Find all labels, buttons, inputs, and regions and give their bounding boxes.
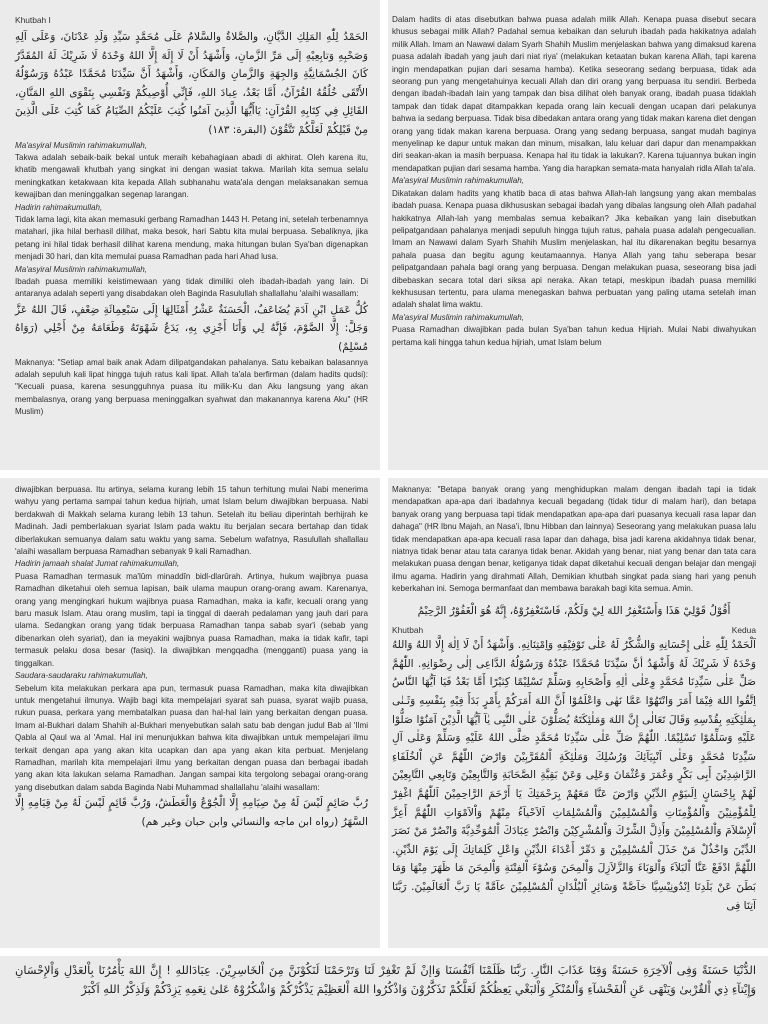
paragraph: Takwa adalah sebaik-baik bekal untuk meraih kebahagiaan abadi di akhirat. Oleh karena itu, khatib mengawali khutbah yang singkat ini dengan wasiat takwa. Marilah kita semua selalu meningkatkan ketakwaan kita kepada Allah subhanahu wata'ala dengan melaksanakan semua kewajiban dan meninggalkan segenap larangan.: [15, 152, 368, 200]
address-line: Ma'asyiral Muslimin rahimakumullah,: [392, 312, 524, 322]
second-khutbah-arabic-text: اَلْحَمْدُ لِلّٰهِ عَلٰى إِحْسَانِهِ وَالشُّكْرُ لَهُ عَلٰى تَوْفِيْقِهِ وَاِمْتِنَانِهِ. وَأَشْهَدُ أَنْ لَا اِلٰهَ إِلَّا اللهُ وَاللهُ وَحْدَهُ لَا شَرِيْكَ لَهُ وَأَشْهَدُ أنَّ سَيِّدَنَا مُحَمَّدًا عَبْدُهُ وَرَسُوْلُهُ الدَّاعِى إلٰى رِضْوَانِهِ. اللّٰهُمَّ صَلِّ عَلٰى سَيِّدِنَا مُحَمَّدٍ وِعَلٰى اٰلِهِ وَأَصْحَابِهِ وَسَلِّمْ تَسْلِيْمًا كِثيْرًا أَمَّا بَعْدُ فَيَا اَيُّهَا النَّاسُ اِتَّقُوا اللهَ فِيْمَا أَمَرَ وَانْتَهُوْا عَمَّا نَهٰى وَاعْلَمُوْا أَنَّ اللهَ أَمَرَكُمْ بِأَمْرٍ بَدَأَ فِيْهِ بِنَفْسِهِ وَثَـنٰى بِمَلٰئِكَتِهِ بِقُدْسِهِ وَقَالَ تَعَالٰى إِنَّ اللهَ وَمَلٰئِكَتَهُ يُصَلُّوْنَ عَلٰى النَّبِى يٰآ اَيُّهَا الَّذِيْنَ آمَنُوْا صَلُّوْا عَلَيْهِ وَسَلِّمُوْا تَسْلِيْمًا. اللّٰهُمَّ صَلِّ عَلٰى سَيِّدِنَا مُحَمَّدٍ صَلَّى اللهُ عَلَيْهِ وَسَلِّمْ وَعَلٰى آلِ سَيِّدِنَا مُحَمَّدٍ وَعَلٰى اَنْبِيَآئِكَ وَرُسُلِكَ وَمَلٰئِكَةِ اْلمُقَرَّبِيْنَ وَارْضَ اللّٰهُمَّ عَنِ اْلخُلَفَاءِ الرَّاشِدِيْنَ أَبِى بَكْرٍ وَعُمَرَ وَعُثْمَانَ وَعَلِى وَعَنْ بَقِيَّةِ الصَّحَابَةِ وَالتَّابِعِيْنَ وَتَابِعِي التَّابِعِيْنَ لَهُمْ بِاِحْسَانٍ اِلَىيَوْمِ الدِّيْنِ وَارْضَ عَنَّا مَعَهُمْ بِرَحْمَتِكَ يَا أَرْحَمَ الرَّاحِمِيْنَ اَللّٰهُمَّ اغْفِرْ لِلْمُؤْمِنِيْنَ وَاْلمُؤْمِنَاتِ وَاْلمُسْلِمِيْنَ وَاْلمُسْلِمَاتِ اَلاَحْيآءُ مِنْهُمْ وَاْلاَمْوَاتِ اللّٰهُمَّ أَعِزَّ اْلإِسْلاَمَ وَاْلمُسْلِمِيْنَ وَأَذِلَّ الشِّرْكَ وَاْلمُشْرِكِيْنَ وَانْصُرْ عِبَادَكَ اْلمُوَحِّدِيَّةَ وَانْصُرْ مَنْ نَصَرَ الدِّيْنَ وَاخْذُلْ مَنْ خَذَلَ اْلمُسْلِمِيْنَ وَ دَمِّرْ أَعْدَاءَ الدِّيْنِ وَاعْلِ كَلِمَاتِكَ إِلَى يَوْمَ الدِّيْنِ. اللّٰهُمَّ ادْفَعْ عَنَّا اْلبَلاَءَ وَاْلوَبَاءَ وَالزَّلاَزِلَ وَاْلمِحَنَ وَسُوْءَ اْلفِتْنَةِ وَاْلمِحَنَ مَا ظَهَرَ مِنْهَا وَمَا بَطَنَ عَنْ بَلَدِنَا اِنْدُونِيْسِيَّا خآصَّةً وَسَائِرِ اْلبُلْدَانِ اْلمُسْلِمِيْنَ عآمَّةً يَا رَبَّ اْلعَالَمِيْنَ. رَبَّنَا آتِنَا فِى: [392, 639, 756, 912]
paragraph: Puasa Ramadhan diwajibkan pada bulan Sya'ban tahun kedua Hijriah. Mulai Nabi diwahyukan pertama kali hingga tahun kedua hijriah, umat Islam belum: [392, 325, 756, 347]
hadith-translation: Maknanya: "Setiap amal baik anak Adam dilipatgandakan pahalanya. Satu kebaikan balasannya adalah sepuluh kali lipat hingga tujuh ratus kali lipat. Allah ta'ala berfirman (dalam hadits qudsi): "Kecuali puasa, karena sesungguhnya puasa itu milik-Ku dan Aku langsung yang akan membalasnya, orang yang berpuasa meninggalkan syahwat dan makanannya karena Aku" (HR Muslim): [15, 357, 368, 417]
address-line: Ma'asyiral Muslimin rahimakumullah,: [15, 140, 147, 150]
paragraph: Dikatakan dalam hadits yang khatib baca di atas bahwa Allah-lah langsung yang akan membalas ibadah puasa. Kenapa puasa dikhususkan sebagai ibadah yang dibalas langsung oleh Allah padahal hakikatnya Allah-lah yang membalas semua kebaikan? Jika kebaikan yang lain disebutkan pelipatgandaan pahalanya menjadi sepuluh hingga tujuh ratus, pahala puasa adalah pengecualian. Imam an Nawawi dalam Syarh Shahih Muslim menjelaskan, hal itu dikarenakan begitu besarnya pahala puasa dan begitu agung keutamaannya. Hanya Allah yang tahu seberapa besar pelipatgandaan pahala bagi orang yang berpuasa. Dengan melakukan puasa, seseorang bisa jadi dibebaskan secara total dari siksa api neraka. Akan tetapi, meskipun ibadah puasa memiliki kekhususan tertentu, para ulama menegaskan bahwa perbuatan yang paling utama setelah iman adalah shalat lima waktu.: [392, 188, 756, 310]
address-line: Hadirin rahimakumullah,: [15, 202, 103, 212]
paragraph: Sebelum kita melakukan perkara apa pun, termasuk puasa Ramadhan, maka kita diwajibkan untuk mengetahui ilmunya. Wajib bagi kita mempelajari syarat sah puasa, syarat wajib puasa, rukun puasa, perkara yang membatalkan puasa dan hal-hal lain yang berkaitan dengan puasa. Imam al-Bukhari dalam Shahih al-Bukhari menyebutkan salah satu bab dengan judul Bab al 'Ilmi Qabla al Qaul wa al 'Amal. Hal ini menunjukkan bahwa kita diwajibkan untuk mempelajari ilmu terkait dengan apa yang akan kita ucapkan dan apa yang akan kita perbuat. Menjelang Ramadhan, marilah kita mempelajari ilmu yang berkaitan dengan puasa dan berbagai ibadah yang akan kita lakukan selama Ramadhan. Jangan sampai kita tergolong sebagai orang-orang yang disebutkan dalam sabda Baginda Nabi Muhammad shallallahu 'alaihi wasallam:: [15, 683, 368, 792]
paragraph: Puasa Ramadhan termasuk ma'lûm minaddîn bidl-dlarûrah. Artinya, hukum wajibnya puasa Ramadhan diketahui oleh semua lapisan, baik ulama maupun orang-orang awam. Karenanya, orang yang mengingkari hukum wajibnya puasa Ramadhan, maka ia kafir, kecuali orang yang baru masuk Islam. Atau orang muslim, tapi ia tinggal di daerah pedalaman yang jauh dari para ulama. Sedangkan orang yang tidak berpuasa Ramadhan tanpa sabab syar'i (sebab yang dibenarkan oleh syariat), dan ia meyakini wajibnya puasa Ramadhan, maka ia tidak kafir, tapi termasuk pelaku dosa besar (fasiq). Ia diwajibkan mengqadha (mengganti) puasa yang ia tinggalkan.: [15, 571, 368, 668]
paragraph: diwajibkan berpuasa. Itu artinya, selama kurang lebih 15 tahun terhitung mulai Nabi menerima wahyu yang pertama sampai tahun kedua hijriah, umat Islam belum diwajibkan berpuasa. Nabi berdakwah di Makkah selama kurang lebih 13 tahun. Setelah itu beliau diperintah berhijrah ke Madinah. Jadi pemberlakuan syariat Islam pada waktu itu berjalan secara bertahap dan tidak diberlakukan semuanya dalam satu waktu yang sama. Sebelum wafatnya, Rasulullah shallallau 'alaihi wasallam berpuasa Ramadhan sebanyak 9 kali Ramadhan.: [15, 485, 368, 557]
heading-right: Kedua: [731, 625, 756, 636]
closing-prayer-arabic-text: الدُّنْيَا حَسَنَةً وَفِى اْلآخِرَةِ حَسَنَةً وَقِنَا عَذَابَ النَّارِ. رَبَّنَا ظَلَمْنَا اَنْفُسَنَا وَاإنْ لَمْ تَغْفِرْ لَنَا وَتَرْحَمْنَا لَنَكُوْنَنَّ مِنَ اْلخَاسِرِيْنَ. عِبَادَاللهِ ! إِنَّ اللهَ يَأْمُرُنَا بِاْلعَدْلِ وَاْلإِحْسَانِ وَإِيْتآءِ ذِي اْلقُرْبىٰ وَيَنْهَى عَنِ اْلفَحْشآءِ وَاْلمُنْكَرِ وَاْلبَغْي يَعِظُكُمْ لَعَلَّكُمْ تَذَكَّرُوْنَ وَاذْكُرُوا اللهَ اْلعَظِيْمَ يَذْكُرْكُمْ وَاشْكُرُوْهُ عَلىٰ نِعَمِهِ يَزِدْكُمْ وَلَذِكْرُ اللهِ اَكْبَرْ: [15, 963, 756, 996]
opening-arabic-text: الحَمْدُ لِلّٰهِ المَلِكِ الدَّيَّانِ، والصَّلاةُ والسَّلامُ عَلَى مُحَمَّدٍ سَيِّدِ وَلَدِ عَدْنَانَ، وَعَلَى آلِهِ وَصَحْبِهِ وَتابِعِيْهِ إلَى مَرِّ الزَّمانِ، وَأَشْهَدُ أَنْ لَا إِلَهَ إِلَّا اللهُ وَحْدَهُ لَا شَرِيْكَ لَهُ المُقَدَّرُ كَانَ الجُسْمَانِيَّةِ وَالجِهَةِ وَالزَّمانِ وَالمَكَانِ، وَأَشْهَدُ أَنَّ سَيِّدَنَا مُحَمَّدًا عَبْدُهُ وَرَسُوْلُهُ الأَتْقَى خُلُقُهُ القُرْآنُ، أَمَّا بَعْدُ، عِبادَ اللهِ، فَإِنِّي أُوْصِيكُمْ وَنَفْسِي بِتَقْوَى اللهِ المَنَّانِ، القَائِلِ فِي كِتَابِهِ القُرْآنِ: يَاأَيُّهَا الَّذِينَ آمَنُوا كُتِبَ عَلَيْكُمُ الصِّيَامُ كَمَا كُتِبَ عَلَى الَّذِينَ مِنْ قَبْلِكُمْ لَعَلَّكُمْ تَتَّقُوْنَ (البقرة: ١٨٣): [15, 31, 368, 136]
closing-arabic-text: أَقُوْلُ قَوْلِيْ هَذَا وَأَسْتَغْفِرُ اللهَ لِيْ وَلَكُمْ، فَاسْتَغْفِرُوْهُ، إِنَّهُ هُوَ الْغَفُوْرُ الرَّحِيْمُ: [417, 604, 731, 617]
address-line: Ma'asyiral Muslimin rahimakumullah,: [392, 176, 524, 186]
document-page-5: [0, 956, 768, 1024]
paragraph: Dalam hadits di atas disebutkan bahwa puasa adalah milik Allah. Kenapa puasa disebut secara khusus sebagai milik Allah? Padahal semua kebaikan dan seluruh ibadah pada hakikatnya adalah milik Allah. Imam an Nawawi dalam Syarh Shahih Muslim menjelaskan bahwa yang dimaksud karena puasa adalah ibadah yang jauh dari niat riya' (melakukan ketaatan bukan karena Allah, tapi karena ingin mendapatkan pujian dari sesama hamba). Ketika seseorang sedang berpuasa, tidak ada seorang pun yang mengetahuinya kecuali Allah dan diri orang yang berpuasa itu sendiri. Berbeda dengan ibadah-ibadah lain yang tampak dan bisa dilihat oleh banyak orang, ibadah puasa tidaklah tampak dan tidak dapat ditampakkan kepada orang lain kecuali dengan ucapan dari pelakunya bahwa ia sedang berpuasa. Tidak bisa dibedakan antara orang yang tidak makan karena diet dengan orang yang tidak makan karena berpuasa. Orang yang sedang berpuasa, sangat mudah baginya menyelinap ke dapur untuk makan dan minum, misalkan, lalu keluar dari dapur dan menampakkan diri seakan-akan ia masih berpuasa. Kenapa hal itu tidak ia lakukan?. Karena tujuannya bukan ingin mendapatkan pujian dari sesama hamba. Yang dia harapkan semata-mata hanyalah ridla Allah ta'ala.: [392, 15, 756, 173]
hadith-arabic-text: كُلُّ عَمَلِ ابْنِ آدَمَ يُضَاعَفُ، الْحَسَنَةُ عَشْرُ أَمْثَالِهَا إِلَى سَبْعِمِائَةِ ضِعْفٍ، قَالَ اللهُ عَزَّ وَجَلَّ: إِلَّا الصَّوْمَ، فَإِنَّهُ لِي وَأَنَا أَجْزِي بِهِ، يَدَعُ شَهْوَتَهُ وَطَعَامَهُ مِنْ أَجْلِي (رَوَاهُ مُسْلِمٌ): [15, 303, 368, 354]
document-page-3: [0, 478, 380, 948]
document-page-1: [0, 0, 380, 470]
address-line: Ma'asyiral Muslimin rahimakumullah,: [15, 264, 147, 274]
address-line: Hadirin jamaah shalat Jumat rahimakumullah,: [15, 559, 180, 569]
hadith-arabic-text: رُبَّ صَائِمٍ لَيْسَ لَهُ مِنْ صِيَامِهِ إِلَّا الْجُوْعُ وَالْعَطَشُ، وَرُبَّ قَائِمٍ لَيْسَ لَهُ مِنْ قِيَامِهِ إِلَّا السَّهَرُ (رواه ابن ماجه والنسائي وابن حبان وغير هم): [15, 797, 368, 828]
document-page-2: [388, 0, 768, 470]
khutbah-2-heading: [392, 624, 756, 636]
khutbah-1-heading: Khutbah I: [15, 15, 51, 25]
paragraph: Ibadah puasa memiliki keistimewaan yang tidak dimiliki oleh ibadah-ibadah yang lain. Di antaranya adalah seperti yang disabdakan oleh Baginda Rasulullah shallallahu 'alaihi wasallam:: [15, 277, 368, 299]
paragraph: Tidak lama lagi, kita akan memasuki gerbang Ramadhan 1443 H. Petang ini, setelah terbenamnya matahari, jika hilal berhasil dilihat, maka besok, hari Sabtu kita mulai berpuasa. Sebaliknya, jika petang ini hilal tidak berhasil dilihat karena mendung, maka hitungan bulan Sya'ban digenapkan menjadi 30 hari, dan kita memulai puasa Ramadhan pada hari Ahad lusa.: [15, 215, 368, 262]
document-page-4: [388, 478, 768, 948]
heading-left: Khutbah: [392, 625, 424, 636]
address-line: Saudara-saudaraku rahimakumullah,: [15, 671, 148, 681]
paragraph: Maknanya: "Betapa banyak orang yang menghidupkan malam dengan ibadah tapi ia tidak mendapatkan apa-apa dari ibadahnya kecuali begadang (tidak tidur di malam hari), dan betapa banyak orang yang berpuasa tapi tidak mendapatkan apa-apa dari puasanya kecuali rasa lapar dan dahaga" (HR Ibnu Majah, an Nasa'i, Ibnu Hibban dan lainnya) Seseorang yang melakukan puasa lalu tidak mendapatkan apa-apa kecuali rasa lapar dan dahaga, bisa jadi karena akidahnya tidak benar, niatnya tidak benar atau tata caranya tidak benar. Akidah yang benar, niat yang benar dan tata cara melakukan puasa dengan benar, ketiganya tidak dapat diketahui kecuali dengan belajar dan mengaji ilmu agama. Hadirin yang dirahmati Allah, Demikian khutbah singkat pada siang hari yang penuh keberkahan ini. Semoga bermanfaat dan membawa barakah bagi kita semua. Amin.: [392, 485, 756, 594]
